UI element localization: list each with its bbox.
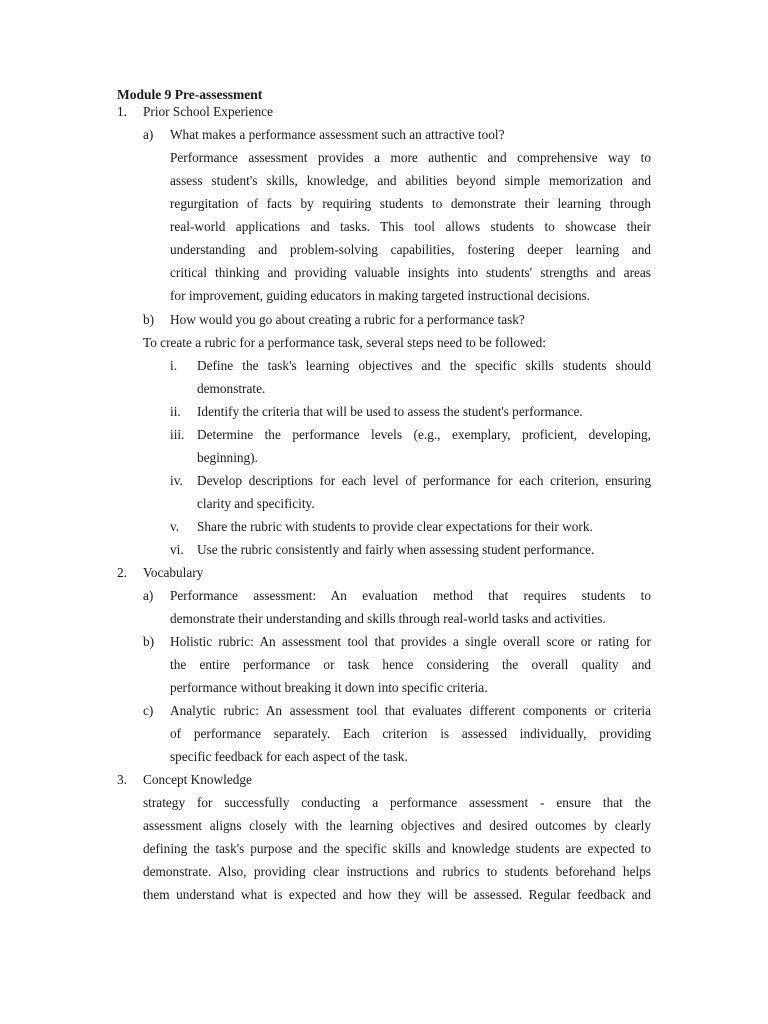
section-heading: Prior School Experience xyxy=(143,104,273,119)
answer-line: real-world applications and tasks. This tool allows students to showcase their xyxy=(170,219,651,234)
step-text: clarity and specificity. xyxy=(197,496,315,511)
section-heading: Concept Knowledge xyxy=(143,772,252,787)
answer-line: regurgitation of facts by requiring students to demonstrate their learning through xyxy=(170,196,651,211)
definition-line: of performance separately. Each criterion is assessed individually, providing xyxy=(170,726,651,741)
question-text: What makes a performance assessment such an attractive tool? xyxy=(170,127,505,142)
item-label: a) xyxy=(143,127,154,142)
definition-line: specific feedback for each aspect of the task. xyxy=(170,749,408,764)
steps-intro: To create a rubric for a performance task, several steps need to be followed: xyxy=(143,335,546,350)
definition-line: performance without breaking it down into specific criteria. xyxy=(170,680,488,695)
section-number: 1. xyxy=(117,104,127,119)
step-number: i. xyxy=(170,358,178,373)
item-label: c) xyxy=(143,703,154,718)
step-text: Develop descriptions for each level of performance for each criterion, ensuring xyxy=(197,473,651,488)
paragraph-line: assessment aligns closely with the learning objectives and desired outcomes by clearly xyxy=(143,818,651,833)
definition-line: Analytic rubric: An assessment tool that evaluates different components or criteria xyxy=(170,703,651,718)
question-text: How would you go about creating a rubric for a performance task? xyxy=(170,312,525,327)
definition-line: Holistic rubric: An assessment tool that provides a single overall score or rating for xyxy=(170,634,651,649)
page-title: Module 9 Pre-assessment xyxy=(117,87,263,102)
answer-line: understanding and problem-solving capabilities, fostering deeper learning and xyxy=(170,242,651,257)
answer-line: for improvement, guiding educators in making targeted instructional decisions. xyxy=(170,288,590,303)
step-text: beginning). xyxy=(197,450,258,465)
section-heading: Vocabulary xyxy=(143,565,204,580)
item-label: b) xyxy=(143,634,155,649)
step-text: demonstrate. xyxy=(197,381,266,396)
paragraph-line: strategy for successfully conducting a performance assessment - ensure that the xyxy=(143,795,651,810)
step-text: Share the rubric with students to provide clear expectations for their work. xyxy=(197,519,593,534)
item-label: a) xyxy=(143,588,154,603)
step-text: Define the task's learning objectives and the specific skills students should xyxy=(197,358,651,373)
step-number: ii. xyxy=(170,404,181,419)
step-number: iv. xyxy=(170,473,183,488)
step-number: vi. xyxy=(170,542,184,557)
step-text: Use the rubric consistently and fairly when assessing student performance. xyxy=(197,542,595,557)
answer-line: assess student's skills, knowledge, and abilities beyond simple memorization and xyxy=(170,173,651,188)
definition-line: Performance assessment: An evaluation method that requires students to xyxy=(170,588,651,603)
step-text: Identify the criteria that will be used to assess the student's performance. xyxy=(197,404,583,419)
item-label: b) xyxy=(143,312,155,327)
definition-line: demonstrate their understanding and skills through real-world tasks and activities. xyxy=(170,611,606,626)
section-number: 3. xyxy=(117,772,127,787)
paragraph-line: defining the task's purpose and the specific skills and knowledge students are expected to xyxy=(143,841,651,856)
definition-line: the entire performance or task hence considering the overall quality and xyxy=(170,657,651,672)
paragraph-line: them understand what is expected and how they will be assessed. Regular feedback and xyxy=(143,887,651,902)
section-number: 2. xyxy=(117,565,127,580)
paragraph-line: demonstrate. Also, providing clear instructions and rubrics to students beforehand helps xyxy=(143,864,651,879)
answer-line: critical thinking and providing valuable insights into students' strengths and areas xyxy=(170,265,651,280)
step-text: Determine the performance levels (e.g., exemplary, proficient, developing, xyxy=(197,427,651,442)
step-number: v. xyxy=(170,519,180,534)
step-number: iii. xyxy=(170,427,185,442)
answer-line: Performance assessment provides a more authentic and comprehensive way to xyxy=(170,150,651,165)
